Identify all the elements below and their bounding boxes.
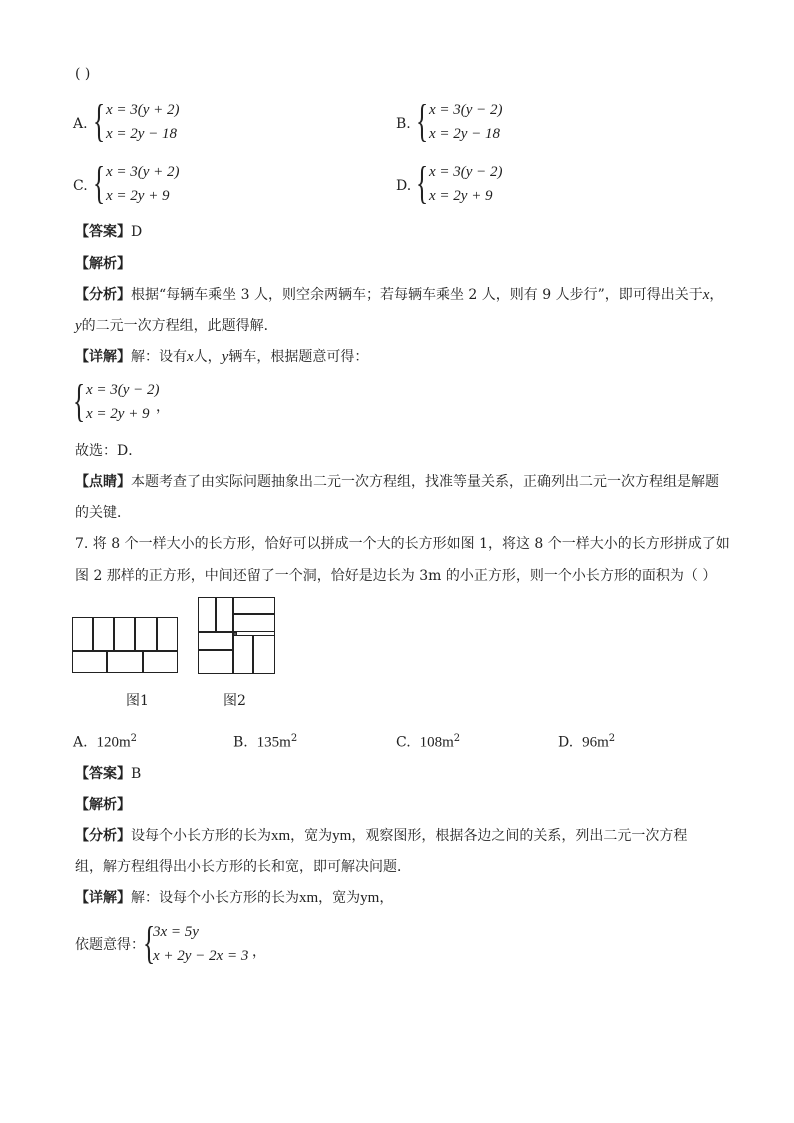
- fenxi-line-2: y的二元一次方程组，此题得解．: [75, 318, 278, 334]
- brace-icon: {: [93, 95, 106, 146]
- xiangjie-line: 【详解】解：设每个小长方形的长为xm，宽为ym，: [75, 890, 394, 906]
- q7-option-a: A. $120m^2$: [73, 733, 138, 751]
- option-letter: A.: [73, 116, 88, 132]
- brace-icon: {: [73, 375, 86, 426]
- brace-icon: {: [416, 157, 429, 208]
- option-letter: B.: [396, 116, 411, 132]
- figure-2-square: [198, 597, 275, 674]
- question-paren: ( ): [75, 66, 91, 82]
- dianjing-line-1: 【点睛】本题考查了由实际问题抽象出二元一次方程组，找准等量关系，正确列出二元一次方程组是解题: [75, 474, 719, 490]
- q7-stem-line-1: 7. 将 8 个一样大小的长方形，恰好可以拼成一个大的长方形如图 1，将这 8 个一样大小的长方形拼成了如: [75, 536, 730, 552]
- fenxi-line-2: 组，解方程组得出小长方形的长和宽，即可解决问题．: [75, 859, 411, 875]
- equation-line: x = 2y − 18: [106, 126, 178, 142]
- brace-icon: {: [416, 95, 429, 146]
- equation-line: x = 2y + 9: [106, 188, 170, 204]
- answer-line: [75, 222, 142, 242]
- dianjing-line-2: 的关键．: [75, 505, 131, 521]
- xiangjie-line: 【详解】解：设有x人，y辆车，根据题意可得：: [75, 349, 369, 365]
- equation-line: x = 3(y − 2): [429, 102, 503, 118]
- fenxi-tag: 【分析】: [75, 287, 131, 303]
- option-letter: C.: [73, 178, 88, 194]
- equation-line: x = 3(y − 2): [86, 382, 160, 398]
- analysis-tag: 【解析】: [75, 797, 131, 813]
- figure-1-label: 图1: [126, 693, 149, 709]
- figure-1-rectangles: [72, 617, 178, 673]
- answer-value: D: [131, 224, 143, 240]
- equation-line: x = 3(y + 2): [106, 102, 180, 118]
- answer-value: B: [131, 766, 142, 782]
- equation-line: x = 2y − 18: [429, 126, 501, 142]
- equation-line: x + 2y − 2x = 3: [153, 948, 249, 964]
- q7-option-d: D. $96m^2$: [558, 733, 616, 751]
- brace-icon: {: [143, 917, 156, 968]
- option-letter: D.: [396, 178, 412, 194]
- equation-line: x = 2y + 9: [86, 406, 150, 422]
- q7-stem-line-2: 图 2 那样的正方形，中间还留了一个洞，恰好是边长为 3m 的小正方形，则一个小长方形的面积为（ ）: [75, 568, 717, 584]
- brace-icon: {: [93, 157, 106, 208]
- fenxi-line-1: 【分析】根据“每辆车乘坐 3 人，则空余两辆车；若每辆车乘坐 2 人，则有 9 人步行”，即可得出关于x，: [75, 287, 724, 303]
- dianjing-tag: 【点睛】: [75, 474, 131, 490]
- answer-tag: 【答案】: [75, 224, 131, 240]
- choose-line: 故选：D．: [75, 443, 143, 459]
- answer-tag: 【答案】: [75, 766, 131, 782]
- equation-line: x = 3(y + 2): [106, 164, 180, 180]
- equation-line: x = 2y + 9: [429, 188, 493, 204]
- q7-option-c: C. $108m^2$: [396, 733, 461, 751]
- analysis-tag: 【解析】: [75, 256, 131, 272]
- fenxi-line-1: 【分析】设每个小长方形的长为xm，宽为ym，观察图形，根据各边之间的关系，列出二元一次方程: [75, 828, 688, 844]
- fenxi-tag: 【分析】: [75, 828, 131, 844]
- equation-line: 3x = 5y: [153, 924, 199, 940]
- q7-option-b: B. $135m^2$: [233, 733, 298, 751]
- answer-line: [75, 764, 141, 784]
- figure-2-label: 图2: [223, 693, 246, 709]
- xiangjie-tag: 【详解】: [75, 349, 131, 365]
- xiangjie-tag: 【详解】: [75, 890, 131, 906]
- equation-line: x = 3(y − 2): [429, 164, 503, 180]
